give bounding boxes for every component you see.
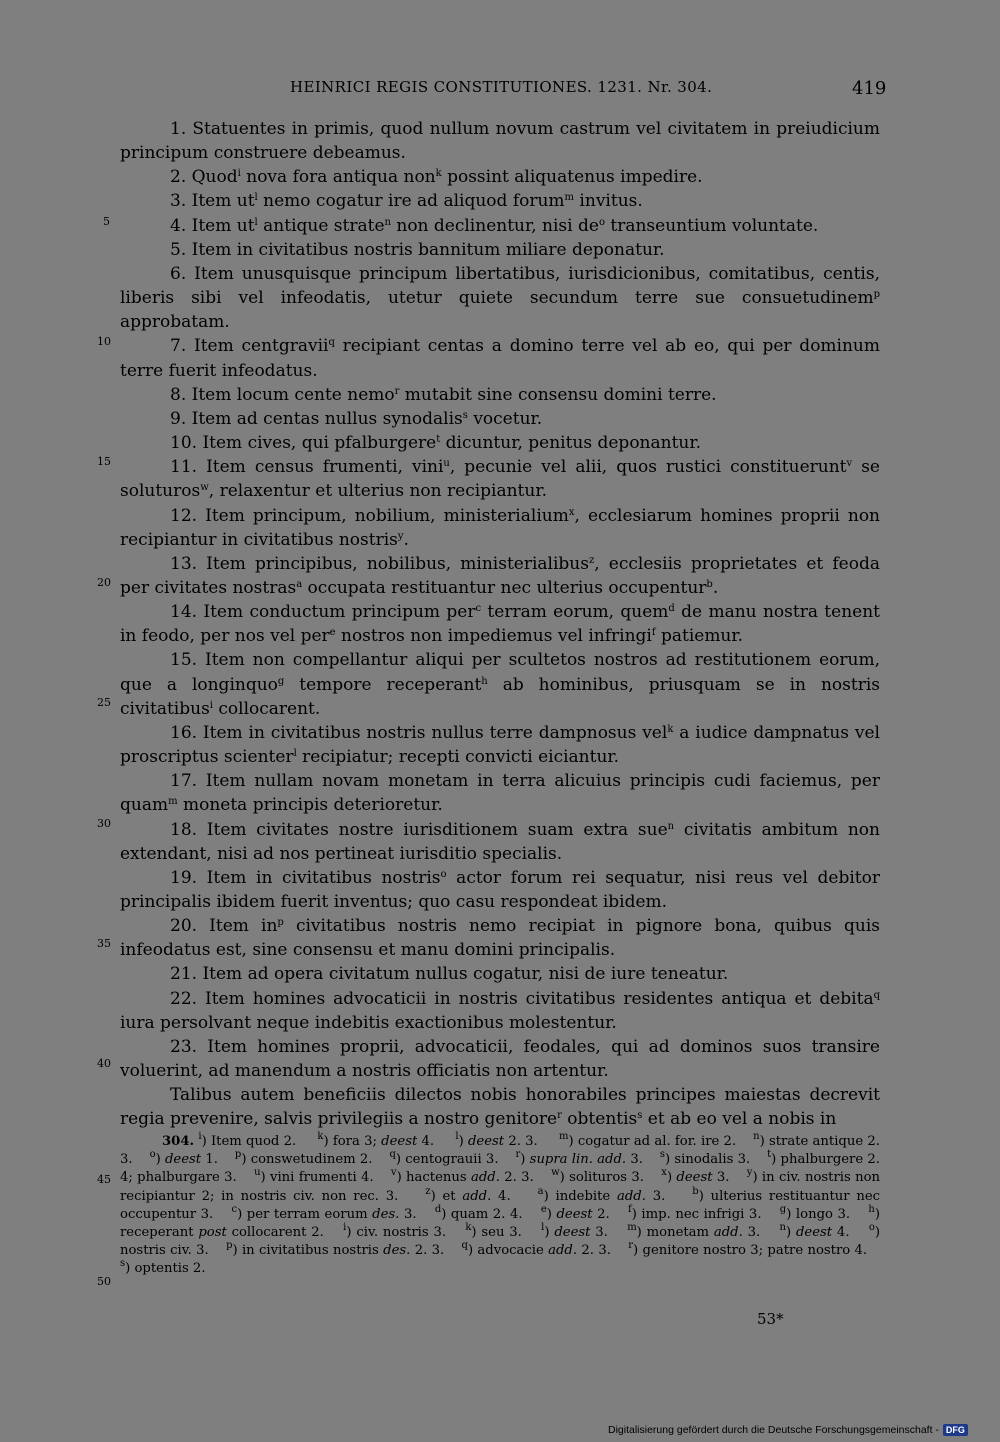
line-number: 35 <box>97 937 111 950</box>
constitution-text <box>120 117 880 1132</box>
article-paragraph: 14. Item conductum principum per$^c$ terram eorum, quem$^d$ de manu nostra tenent in feodo, per nos vel per$^e$ nostros non impediemus vel infringi$^f$ patiemur. <box>120 602 880 647</box>
article-paragraph: 10. Item cives, qui pfalburgere$^t$ dicuntur, penitus deponantur. <box>170 433 702 454</box>
article-paragraph: 8. Item locum cente nemo$^r$ mutabit sine consensu domini terre. <box>170 384 717 405</box>
line-number: 40 <box>97 1057 111 1070</box>
article-paragraph: 19. Item in civitatibus nostris$^o$ actor forum rei sequatur, nisi reus vel debitor principalis ibidem fuerit inventus; quo casu respondeat ibidem. <box>120 867 880 912</box>
line-number: 30 <box>97 817 111 830</box>
article-paragraph: 6. Item unusquisque principum libertatibus, iurisdicionibus, comitatibus, centis, liberis sibi vel infeodatis, utetur quiete secundum terre sue consuetudinem$^p$ approbatam. <box>120 263 880 333</box>
article-paragraph: 5. Item in civitatibus nostris bannitum miliare deponatur. <box>170 239 665 260</box>
credit-text: Digitalisierung gefördert durch die Deutsche Forschungsgemeinschaft - <box>608 1424 939 1436</box>
line-number: 45 <box>97 1173 111 1186</box>
line-number: 10 <box>97 335 111 348</box>
signature-mark: 53* <box>757 1310 784 1328</box>
article-paragraph: 13. Item principibus, nobilibus, ministerialibus$^z$, ecclesiis proprietates et feoda per civitates nostras$^a$ occupata restituantur nec ulterius occupentur$^b$. <box>120 553 880 598</box>
digitization-credit <box>608 1422 968 1438</box>
line-number: 5 <box>103 215 110 228</box>
page-number: 419 <box>852 78 887 99</box>
article-paragraph: 9. Item ad centas nullus synodalis$^s$ vocetur. <box>170 408 543 429</box>
article-paragraph: 15. Item non compellantur aliqui per scultetos nostros ad restitutionem eorum, que a longinquo$^g$ tempore receperant$^h$ ab hominibus, priusquam se in nostris civitatibus$^i$ collocarent. <box>120 650 880 719</box>
line-number: 50 <box>97 1275 111 1288</box>
article-paragraph: 18. Item civitates nostre iurisditionem suam extra sue$^n$ civitatis ambitum non extendant, nisi ad nos pertineat iurisditio specialis. <box>120 819 880 864</box>
article-paragraph: 21. Item ad opera civitatum nullus cogatur, nisi de iure teneatur. <box>170 964 729 985</box>
dfg-logo: DFG <box>943 1424 968 1436</box>
closing-paragraph: Talibus autem beneficiis dilectos nobis honorabiles principes maiestas decrevit regia prevenire, salvis privilegiis a nostro genitore$^r$ obtentis$^s$ et ab eo vel a nobis in <box>120 1085 880 1130</box>
article-paragraph: 1. Statuentes in primis, quod nullum novum castrum vel civitatem in preiudicium principum construere debeamus. <box>120 119 880 164</box>
article-paragraph: 16. Item in civitatibus nostris nullus terre dampnosus vel$^k$ a iudice dampnatus vel proscriptus scienter$^l$ recipiatur; recepti convicti eiciantur. <box>120 722 880 768</box>
article-paragraph: 11. Item census frumenti, vini$^u$, pecunie vel alii, quos rustici constituerunt$^v$ se soluturos$^w$, relaxentur et ulterius non recipiantur. <box>120 457 880 502</box>
article-paragraph: 23. Item homines proprii, advocaticii, feodales, qui ad dominos suos transire voluerint, ad manendum a nostris officiatis non artentur. <box>120 1036 880 1082</box>
line-number: 20 <box>97 576 111 589</box>
article-paragraph: 12. Item principum, nobilium, ministerialium$^x$, ecclesiarum homines proprii non recipiantur in civitatibus nostris$^y$. <box>120 505 880 550</box>
running-title: HEINRICI REGIS CONSTITUTIONES. 1231. Nr. 304. <box>290 78 713 96</box>
article-paragraph: 20. Item $in^p$ civitatibus nostris nemo recipiat in pignore bona, quibus quis infeodatus est, sine consensu et manu domini principalis. <box>120 916 880 961</box>
article-paragraph: 3. Item $ut^l$ nemo cogatur ire ad aliquod forum$^m$ invitus. <box>170 191 643 212</box>
line-number: 15 <box>97 455 111 468</box>
page-header <box>0 74 1000 104</box>
article-paragraph: 22. Item homines advocaticii in nostris civitatibus residentes antiqua et debita$^q$ iura persolvant neque indebitis exactionibus molestentur. <box>120 988 880 1033</box>
article-paragraph: 7. Item centgravii$^q$ recipiant centas a domino terre vel ab eo, qui per dominum terre fuerit infeodatus. <box>120 336 880 381</box>
footnote-block: 304. $^i$) Item quod 2. $^k$) fora 3; deest 4. $^l$) deest 2. 3. $^m$) cogatur ad al. for. ire 2. $^n$) strate antique 2. 3. $^o$) deest 1. $^p$) conswetudinem 2. $^q$) centograuii 3. $^r$) supra lin. add. 3. $^s$) sinodalis 3. $^t$) phalburgere 2. 4; phalburgare 3. $^u$) vini frumenti 4. $^v$) hactenus add. 2. 3. $^w$) solituros 3. $^x$) deest 3. $^y$) in civ. nostris non recipiantur 2; in nostris civ. non rec. 3. $^z$) et add. 4. $^a$) indebite add. 3. $^b$) ulterius restituantur nec occupentur 3. $^c$) per terram eorum des. 3. $^d$) quam 2. 4. $^e$) deest 2. $^f$) imp. nec infrigi 3. $^g$) longo 3. $^h$) receperant post collocarent 2. $^i$) civ. nostris 3. $^k$) seu 3. $^l$) deest 3. $^m$) monetam add. 3. $^n$) deest 4. $^o$) nostris civ. 3. $^p$) in civitatibus nostris des. 2. 3. $^q$) advocacie add. 2. 3. $^r$) genitore nostro 3; patre nostro 4. $^s$) optentis 2. <box>120 1131 881 1277</box>
line-number: 25 <box>97 696 111 709</box>
critical-apparatus <box>120 1133 880 1279</box>
article-paragraph: 17. Item nullam novam monetam in terra alicuius principis cudi faciemus, per quam$^m$ moneta principis deterioretur. <box>120 771 880 816</box>
article-paragraph: 2. Quod$^i$ nova fora antiqua non$^k$ possint aliquatenus impedire. <box>170 167 703 188</box>
article-paragraph: 4. Item $ut^l$ antique strate$^n$ non declinentur, nisi $de^o$ transeuntium voluntate. <box>170 215 819 236</box>
